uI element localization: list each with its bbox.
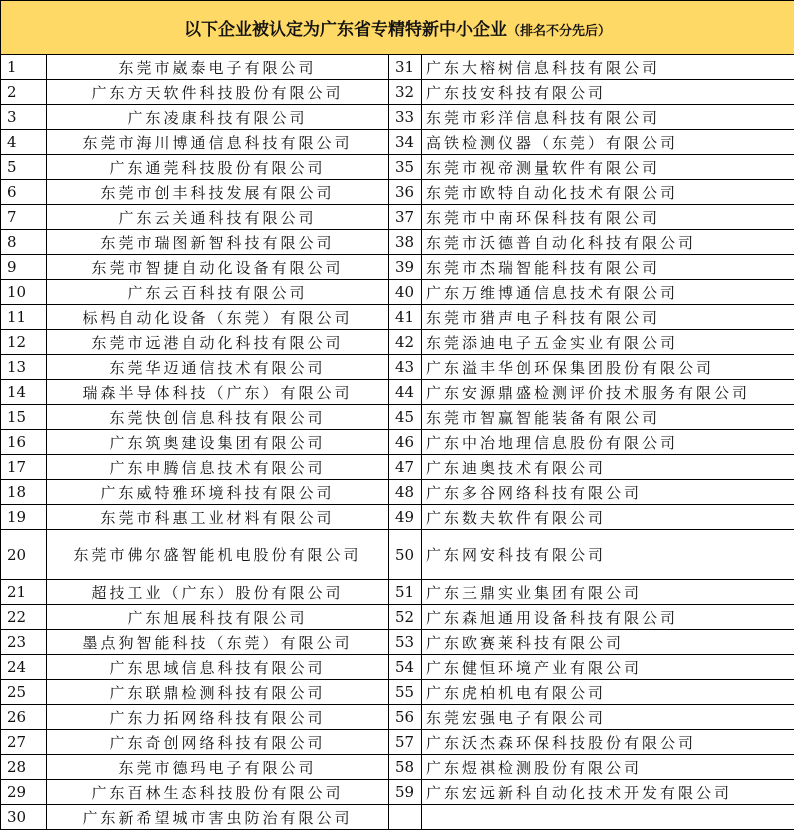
company-name: 广东迪奥技术有限公司 xyxy=(422,455,794,480)
company-name: 广东多谷网络科技有限公司 xyxy=(422,480,794,505)
row-number: 43 xyxy=(389,355,422,380)
row-number: 30 xyxy=(1,805,47,830)
row-number: 14 xyxy=(1,380,47,405)
company-name: 东莞市沃德普自动化科技有限公司 xyxy=(422,230,794,255)
row-number: 7 xyxy=(1,205,47,230)
row-number: 19 xyxy=(1,505,47,530)
table-row xyxy=(1,530,794,580)
row-number: 2 xyxy=(1,80,47,105)
table-row xyxy=(1,680,794,705)
row-number: 38 xyxy=(389,230,422,255)
company-name: 东莞市智赢智能装备有限公司 xyxy=(422,405,794,430)
row-number: 56 xyxy=(389,705,422,730)
row-number: 11 xyxy=(1,305,47,330)
row-number: 27 xyxy=(1,730,47,755)
company-name: 超技工业（广东）股份有限公司 xyxy=(47,580,389,605)
company-name: 广东新希望城市害虫防治有限公司 xyxy=(47,805,389,830)
row-number: 42 xyxy=(389,330,422,355)
table-row xyxy=(1,80,794,105)
row-number: 1 xyxy=(1,55,47,80)
company-name: 广东思域信息科技有限公司 xyxy=(47,655,389,680)
table-row xyxy=(1,405,794,430)
table-row xyxy=(1,305,794,330)
row-number: 58 xyxy=(389,755,422,780)
company-name: 广东宏远新科自动化技术开发有限公司 xyxy=(422,780,794,805)
company-name: 广东技安科技有限公司 xyxy=(422,80,794,105)
company-name: 广东凌康科技有限公司 xyxy=(47,105,389,130)
company-name: 墨点狗智能科技（东莞）有限公司 xyxy=(47,630,389,655)
row-number: 31 xyxy=(389,55,422,80)
table-row xyxy=(1,805,794,830)
row-number: 4 xyxy=(1,130,47,155)
row-number: 21 xyxy=(1,580,47,605)
row-number: 57 xyxy=(389,730,422,755)
company-name: 广东奇创网络科技有限公司 xyxy=(47,730,389,755)
table-row xyxy=(1,730,794,755)
company-name: 东莞市德玛电子有限公司 xyxy=(47,755,389,780)
row-number: 48 xyxy=(389,480,422,505)
company-name: 东莞快创信息科技有限公司 xyxy=(47,405,389,430)
table-row xyxy=(1,205,794,230)
company-name: 广东安源鼎盛检测评价技术服务有限公司 xyxy=(422,380,794,405)
company-name xyxy=(422,805,794,830)
table-row xyxy=(1,230,794,255)
table-row xyxy=(1,605,794,630)
row-number: 40 xyxy=(389,280,422,305)
company-name: 东莞市欧特自动化技术有限公司 xyxy=(422,180,794,205)
table-row xyxy=(1,630,794,655)
company-name: 广东健恒环境产业有限公司 xyxy=(422,655,794,680)
table-row xyxy=(1,430,794,455)
row-number: 37 xyxy=(389,205,422,230)
table-row xyxy=(1,180,794,205)
company-name: 东莞宏强电子有限公司 xyxy=(422,705,794,730)
row-number: 26 xyxy=(1,705,47,730)
row-number: 44 xyxy=(389,380,422,405)
table-row xyxy=(1,655,794,680)
row-number: 28 xyxy=(1,755,47,780)
company-name: 东莞市科惠工业材料有限公司 xyxy=(47,505,389,530)
company-name: 东莞添迪电子五金实业有限公司 xyxy=(422,330,794,355)
row-number: 8 xyxy=(1,230,47,255)
table-row xyxy=(1,255,794,280)
company-name: 东莞市创丰科技发展有限公司 xyxy=(47,180,389,205)
row-number: 33 xyxy=(389,105,422,130)
company-name: 广东沃杰森环保科技股份有限公司 xyxy=(422,730,794,755)
company-name: 东莞市瑞图新智科技有限公司 xyxy=(47,230,389,255)
company-name: 广东万维博通信息技术有限公司 xyxy=(422,280,794,305)
company-name: 东莞市中南环保科技有限公司 xyxy=(422,205,794,230)
row-number: 16 xyxy=(1,430,47,455)
row-number xyxy=(389,805,422,830)
row-number: 23 xyxy=(1,630,47,655)
row-number: 41 xyxy=(389,305,422,330)
table-row xyxy=(1,280,794,305)
row-number: 17 xyxy=(1,455,47,480)
title-note: （排名不分先后） xyxy=(507,24,612,39)
table-header-row xyxy=(1,1,794,55)
company-name: 广东溢丰华创环保集团股份有限公司 xyxy=(422,355,794,380)
row-number: 6 xyxy=(1,180,47,205)
table-row xyxy=(1,755,794,780)
row-number: 34 xyxy=(389,130,422,155)
company-name: 标杩自动化设备（东莞）有限公司 xyxy=(47,305,389,330)
table-row xyxy=(1,705,794,730)
table-row xyxy=(1,55,794,80)
company-name: 广东联鼎检测科技有限公司 xyxy=(47,680,389,705)
company-name: 广东大榕树信息科技有限公司 xyxy=(422,55,794,80)
company-name: 东莞市智捷自动化设备有限公司 xyxy=(47,255,389,280)
table-row xyxy=(1,380,794,405)
table-row xyxy=(1,130,794,155)
table-row xyxy=(1,780,794,805)
row-number: 54 xyxy=(389,655,422,680)
company-name: 广东通莞科技股份有限公司 xyxy=(47,155,389,180)
row-number: 32 xyxy=(389,80,422,105)
row-number: 46 xyxy=(389,430,422,455)
table-title xyxy=(1,1,794,55)
table-row xyxy=(1,455,794,480)
company-name: 瑞森半导体科技（广东）有限公司 xyxy=(47,380,389,405)
company-name: 东莞华迈通信技术有限公司 xyxy=(47,355,389,380)
table-row xyxy=(1,480,794,505)
row-number: 47 xyxy=(389,455,422,480)
company-name: 广东威特雅环境科技有限公司 xyxy=(47,480,389,505)
company-name: 广东云关通科技有限公司 xyxy=(47,205,389,230)
company-name: 广东欧赛莱科技有限公司 xyxy=(422,630,794,655)
table-row xyxy=(1,355,794,380)
company-name: 东莞市海川博通信息科技有限公司 xyxy=(47,130,389,155)
row-number: 59 xyxy=(389,780,422,805)
company-name: 广东煜祺检测股份有限公司 xyxy=(422,755,794,780)
company-name: 广东云百科技有限公司 xyxy=(47,280,389,305)
company-name: 东莞市猎声电子科技有限公司 xyxy=(422,305,794,330)
row-number: 29 xyxy=(1,780,47,805)
row-number: 45 xyxy=(389,405,422,430)
row-number: 24 xyxy=(1,655,47,680)
company-name: 广东虎柏机电有限公司 xyxy=(422,680,794,705)
row-number: 35 xyxy=(389,155,422,180)
row-number: 18 xyxy=(1,480,47,505)
row-number: 51 xyxy=(389,580,422,605)
company-name: 广东中冶地理信息股份有限公司 xyxy=(422,430,794,455)
title-main: 以下企业被认定为广东省专精特新中小企业 xyxy=(184,20,507,40)
row-number: 39 xyxy=(389,255,422,280)
table-row xyxy=(1,505,794,530)
row-number: 12 xyxy=(1,330,47,355)
company-name: 广东旭展科技有限公司 xyxy=(47,605,389,630)
company-name: 广东力拓网络科技有限公司 xyxy=(47,705,389,730)
company-name: 广东网安科技有限公司 xyxy=(422,530,794,580)
company-name: 东莞市崴泰电子有限公司 xyxy=(47,55,389,80)
company-name: 广东百林生态科技股份有限公司 xyxy=(47,780,389,805)
company-name: 广东申腾信息技术有限公司 xyxy=(47,455,389,480)
company-name: 东莞市视帝测量软件有限公司 xyxy=(422,155,794,180)
company-name: 东莞市彩洋信息科技有限公司 xyxy=(422,105,794,130)
row-number: 36 xyxy=(389,180,422,205)
company-name: 广东筑奥建设集团有限公司 xyxy=(47,430,389,455)
table-row xyxy=(1,155,794,180)
company-name: 广东数夫软件有限公司 xyxy=(422,505,794,530)
row-number: 3 xyxy=(1,105,47,130)
table-row xyxy=(1,580,794,605)
row-number: 25 xyxy=(1,680,47,705)
row-number: 52 xyxy=(389,605,422,630)
table-row xyxy=(1,105,794,130)
table-row xyxy=(1,330,794,355)
row-number: 9 xyxy=(1,255,47,280)
row-number: 5 xyxy=(1,155,47,180)
row-number: 55 xyxy=(389,680,422,705)
company-name: 东莞市杰瑞智能科技有限公司 xyxy=(422,255,794,280)
row-number: 10 xyxy=(1,280,47,305)
company-name: 高铁检测仪器（东莞）有限公司 xyxy=(422,130,794,155)
company-name: 广东方天软件科技股份有限公司 xyxy=(47,80,389,105)
row-number: 53 xyxy=(389,630,422,655)
row-number: 15 xyxy=(1,405,47,430)
row-number: 50 xyxy=(389,530,422,580)
row-number: 20 xyxy=(1,530,47,580)
row-number: 49 xyxy=(389,505,422,530)
row-number: 13 xyxy=(1,355,47,380)
company-name: 东莞市佛尔盛智能机电股份有限公司 xyxy=(47,530,389,580)
company-name: 东莞市远港自动化科技有限公司 xyxy=(47,330,389,355)
company-name: 广东三鼎实业集团有限公司 xyxy=(422,580,794,605)
row-number: 22 xyxy=(1,605,47,630)
company-name: 广东森旭通用设备科技有限公司 xyxy=(422,605,794,630)
